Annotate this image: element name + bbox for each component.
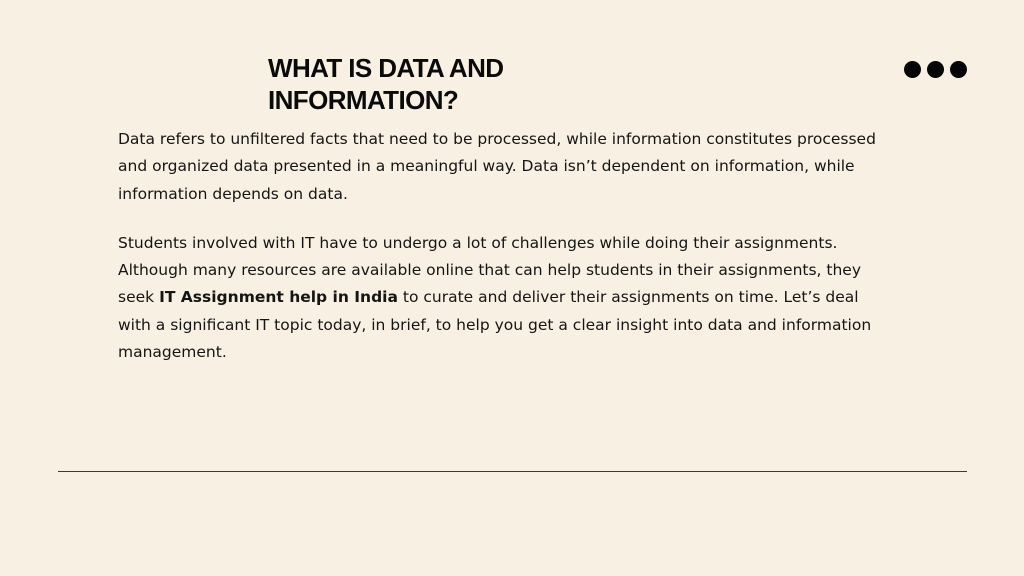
slide-title — [268, 52, 568, 116]
paragraph-students-end: to curate and deliver their assignments on time. Let’s deal with a significant IT topic today, in brief, to help you get a clear insight into data and information management. — [118, 288, 872, 362]
dot-2 — [927, 61, 944, 78]
title-line-1: WHAT IS DATA AND — [268, 53, 504, 83]
dot-1 — [904, 61, 921, 78]
dot-3 — [950, 61, 967, 78]
paragraph-definition: Data refers to unfiltered facts that need to be processed, while information constitutes processed and organized data presented in a meaningful way. Data isn’t dependent on information, while information depends on data. — [118, 130, 876, 203]
divider-line — [58, 471, 967, 472]
body-text — [118, 126, 878, 366]
paragraph-students — [118, 230, 878, 366]
title-line-2: INFORMATION? — [268, 85, 459, 115]
paragraph-students-start: Students involved with IT have to undergo a lot of challenges while doing their assignments. Although many resources are available online that can help students in their assignments, they seek — [118, 233, 862, 307]
more-dots-icon — [904, 61, 967, 78]
highlight-phrase: IT Assignment help in India — [159, 288, 398, 307]
